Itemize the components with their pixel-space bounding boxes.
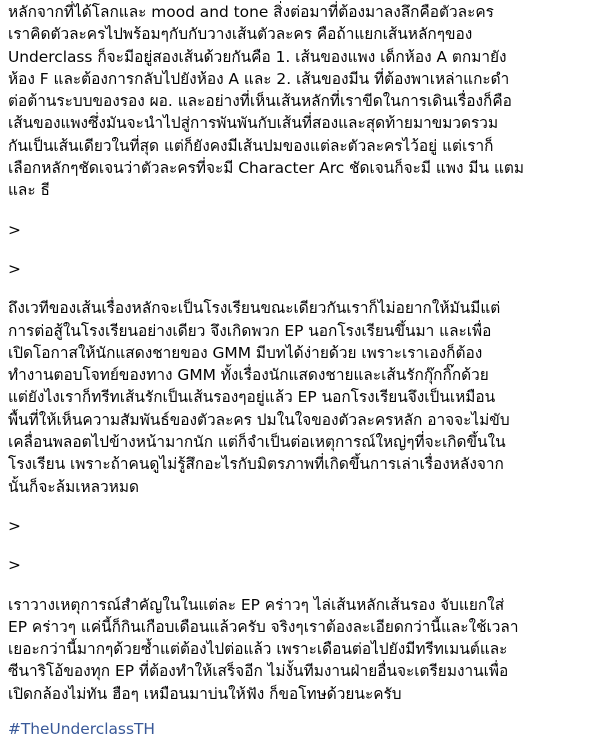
text-line: เยอะกว่านี้มากๆด้วยซ้ำแต่ต้องไปต่อแล้ว เพราะเดือนต่อไปยังมีทรีทเมนต์และ [8,640,508,659]
paragraph-gap [8,202,598,219]
paragraph-1 [8,0,598,202]
text-line: ทำงานตอบโจทย์ของทาง GMM ทั้งเรื่องนักแสดงชายและเส้นรักกุ๊กกิ๊กด้วย [8,366,489,385]
text-line: เปิดโอกาสให้นักแสดงชายของ GMM มีบทได้ง่ายด้วย เพราะเราเองก็ต้อง [8,343,483,362]
paragraph-gap [8,280,598,297]
text-line: Underclass ก็จะมีอยู่สองเส้นด้วยกันคือ 1. เส้นของแพง เด็กห้อง A ตกมายัง [8,47,507,66]
paragraph-gap [8,577,598,594]
text-line: เราคิดตัวละครไปพร้อมๆกับกับวางเส้นตัวละคร คือถ้าแยกเส้นหลักๆของ [8,25,473,44]
text-line: ซีนาริโอ้ของทุก EP ที่ต้องทำให้เสร็จอีก ไม่งั้นทีมงานฝ่ายอื่นจะเตรียมงานเพื่อ [8,662,509,681]
text-line: EP คร่าวๆ แค่นี้ก็กินเกือบเดือนแล้วครับ จริงๆเราต้องละเอียดกว่านี้และใช้เวลา [8,617,519,636]
text-line: โรงเรียน เพราะถ้าคนดูไม่รู้สึกอะไรกับมิตรภาพที่เกิดขึ้นการเล่าเรื่องหลังจาก [8,455,504,474]
text-line: นั้นก็จะล้มเหลวหมด [8,477,139,496]
text-line: แต่ยังไงเราก็ทรีทเส้นรักเป็นเส้นรองๆอยู่แล้ว EP นอกโรงเรียนจึงเป็นเหมือน [8,388,496,407]
text-line: พื้นที่ให้เห็นความสัมพันธ์ของตัวละคร ปมในใจของตัวละครหลัก อาจจะไม่ขับ [8,410,510,429]
text-line: ห้อง F และต้องการกลับไปยังห้อง A และ 2. เส้นของมีน ที่ต้องพาเหล่าแกะดำ [8,69,510,88]
text-line: เส้นของแพงซึ่งมันจะนำไปสู่การพันพันกับเส้นที่สองและสุดท้ายมาขมวดรวม [8,114,499,133]
text-line: เลือกหลักๆชัดเจนว่าตัวละครที่จะมี Character Arc ชัดเจนก็จะมี แพง มีน แตม [8,159,525,178]
text-line: ต่อต้านระบบของรอง ผอ. และอย่างที่เห็นเส้นหลักที่เราขีดในการเดินเรื่องก็คือ [8,92,512,111]
text-line: เราวางเหตุการณ์สำคัญในในแต่ละ EP คร่าวๆ ไล่เส้นหลักเส้นรอง จับแยกใส่ [8,595,505,614]
paragraph-3 [8,594,598,705]
separator-line: > [8,556,21,575]
paragraph-gap [8,537,598,554]
text-line: และ ธี [8,181,50,200]
paragraph-2 [8,297,598,498]
hashtag-container [8,705,598,740]
separator-line: > [8,516,21,535]
paragraph-gap [8,241,598,258]
text-line: การต่อสู้ในโรงเรียนอย่างเดียว จึงเกิดพวก EP นอกโรงเรียนขึ้นมา และเพื่อ [8,321,492,340]
text-line: ถึงเวทีของเส้นเรื่องหลักจะเป็นโรงเรียนขณะเดียวกันเราก็ไม่อยากให้มันมีแต่ [8,299,501,318]
text-line: หลักจากที่ได้โลกและ mood and tone สิ่งต่อมาที่ต้องมาลงลึกคือตัวละคร [8,3,494,21]
text-line: เปิดกล้องไม่ทัน ฮือๆ เหมือนมาบ่นให้ฟัง ก็ขอโทษด้วยนะครับ [8,684,402,703]
hashtag-link[interactable]: #TheUnderclassTH [8,720,155,739]
separator-line: > [8,220,21,239]
text-line: กันเป็นเส้นเดียวในที่สุด แต่ก็ยังคงมีเส้นปมของแต่ละตัวละครไว้อยู่ แต่เราก็ [8,136,494,155]
separator-line: > [8,259,21,278]
text-line: เคลื่อนพลอตไปข้างหน้ามากนัก แต่ก็จำเป็นต่อเหตุการณ์ใหญ่ๆที่จะเกิดขึ้นใน [8,433,506,452]
paragraph-gap [8,498,598,515]
